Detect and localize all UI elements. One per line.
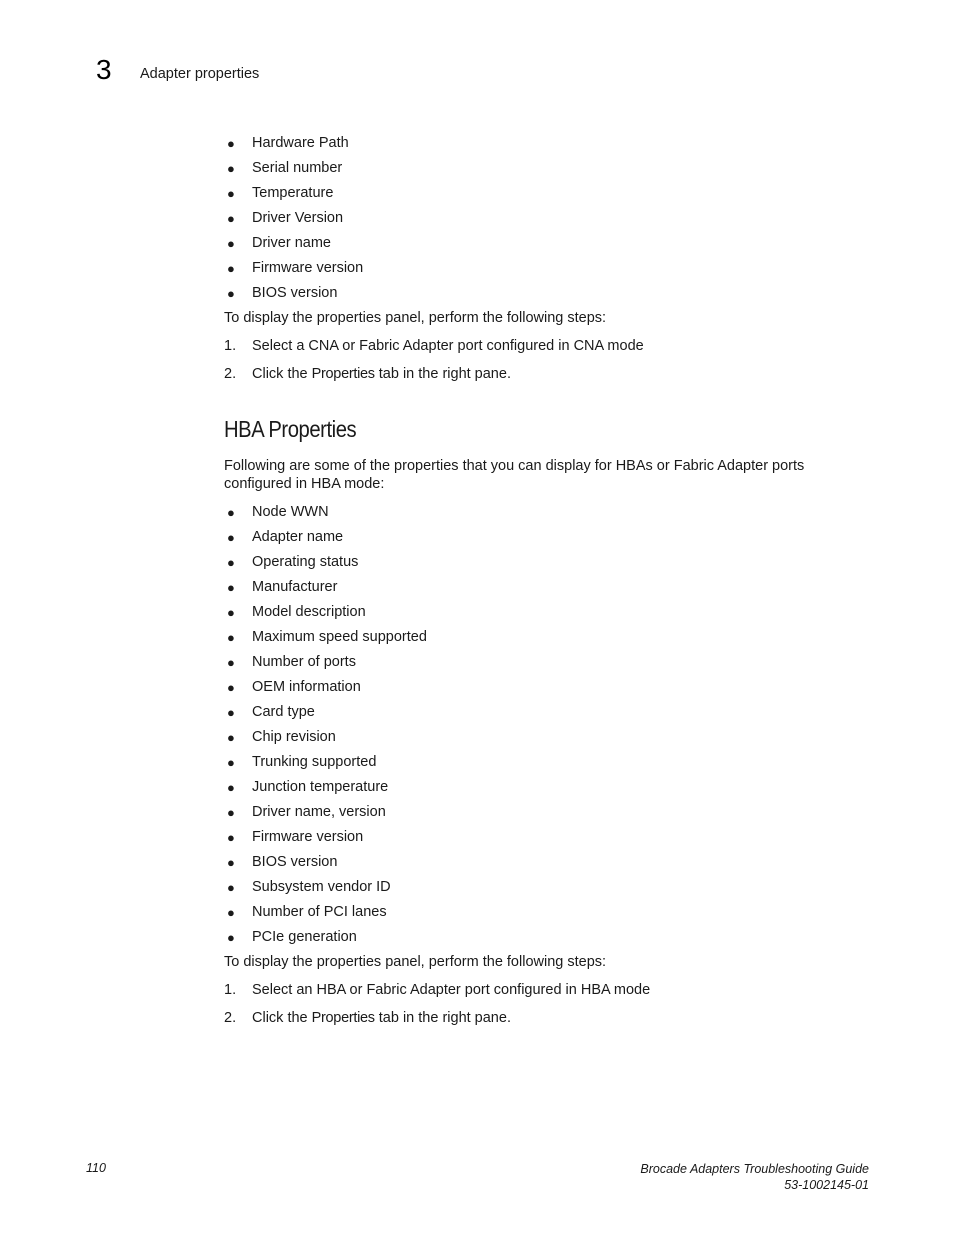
list-item: ● Firmware version xyxy=(227,829,364,845)
guide-title: Brocade Adapters Troubleshooting Guide xyxy=(640,1162,869,1176)
bullet-icon: ● xyxy=(227,580,235,595)
step-text: Select a CNA or Fabric Adapter port configured in CNA mode xyxy=(252,338,644,354)
bullet-icon: ● xyxy=(227,236,235,251)
list-item: ● Firmware version xyxy=(227,260,364,276)
bullet-icon: ● xyxy=(227,555,235,570)
ui-term-properties: Properties xyxy=(311,366,375,382)
step-text: Click the xyxy=(252,1010,312,1026)
bullet-icon: ● xyxy=(227,161,235,176)
list-item: ● Node WWN xyxy=(227,504,329,520)
hba-properties-list xyxy=(224,503,844,953)
bullet-icon: ● xyxy=(227,286,235,301)
section-intro: Following are some of the properties that you can display for HBAs or Fabric Adapter ports configured in HBA mode: xyxy=(224,458,805,492)
chapter-title: Adapter properties xyxy=(140,66,260,82)
list-item: ● Junction temperature xyxy=(227,779,389,795)
step-item xyxy=(224,981,844,1009)
step-item xyxy=(224,1009,844,1037)
hba-steps-list xyxy=(224,981,844,1037)
bullet-icon: ● xyxy=(227,905,235,920)
list-item: ● Driver name, version xyxy=(227,804,386,820)
list-item: ● Card type xyxy=(227,704,315,720)
list-item: ● Chip revision xyxy=(227,729,336,745)
list-item: ● Operating status xyxy=(227,554,359,570)
list-item: ● Model description xyxy=(227,604,366,620)
bullet-icon: ● xyxy=(227,855,235,870)
list-item: ● Adapter name xyxy=(227,529,344,545)
step-number: 1. xyxy=(224,982,237,998)
list-item: ● Trunking supported xyxy=(227,754,377,770)
bullet-icon: ● xyxy=(227,136,235,151)
list-item: ● BIOS version xyxy=(227,285,338,301)
bullet-icon: ● xyxy=(227,680,235,695)
bullet-icon: ● xyxy=(227,655,235,670)
bullet-icon: ● xyxy=(227,186,235,201)
list-item: ● Number of ports xyxy=(227,654,356,670)
doc-number: 53-1002145-01 xyxy=(784,1178,869,1192)
list-item: ● OEM information xyxy=(227,679,361,695)
bullet-icon: ● xyxy=(227,930,235,945)
step-number: 2. xyxy=(224,1010,237,1026)
bullet-icon: ● xyxy=(227,880,235,895)
page-number: 110 xyxy=(86,1161,106,1175)
step-text: Click the xyxy=(252,366,312,382)
section-heading: HBA Properties xyxy=(224,416,357,442)
chapter-number: 3 xyxy=(96,54,112,85)
page-content xyxy=(224,134,844,1037)
steps-intro: To display the properties panel, perform the following steps: xyxy=(224,310,607,326)
step-text: tab in the right pane. xyxy=(374,366,511,382)
bullet-icon: ● xyxy=(227,830,235,845)
list-item: ● Driver name xyxy=(227,235,331,251)
bullet-icon: ● xyxy=(227,805,235,820)
bullet-icon: ● xyxy=(227,780,235,795)
bullet-icon: ● xyxy=(227,630,235,645)
bullet-icon: ● xyxy=(227,730,235,745)
step-text: Select an HBA or Fabric Adapter port configured in HBA mode xyxy=(252,982,651,998)
step-item xyxy=(224,337,844,365)
step-number: 2. xyxy=(224,366,237,382)
list-item: ● BIOS version xyxy=(227,854,338,870)
list-item: ● Driver Version xyxy=(227,210,344,226)
list-item: ● Subsystem vendor ID xyxy=(227,879,391,895)
bullet-icon: ● xyxy=(227,530,235,545)
footer-doc-info xyxy=(640,1161,869,1193)
step-number: 1. xyxy=(224,338,237,354)
bullet-icon: ● xyxy=(227,505,235,520)
step-text: tab in the right pane. xyxy=(374,1010,511,1026)
step-item xyxy=(224,365,844,393)
list-item: ● Maximum speed supported xyxy=(227,629,427,645)
bullet-icon: ● xyxy=(227,261,235,276)
bullet-icon: ● xyxy=(227,755,235,770)
list-item: ● Number of PCI lanes xyxy=(227,904,387,920)
bullet-icon: ● xyxy=(227,705,235,720)
bullet-icon: ● xyxy=(227,605,235,620)
list-item: ● Temperature xyxy=(227,185,334,201)
list-item: ● Serial number xyxy=(227,160,343,176)
list-item: ● Manufacturer xyxy=(227,579,338,595)
bullet-icon: ● xyxy=(227,211,235,226)
list-item: ● PCIe generation xyxy=(227,929,357,945)
steps-intro: To display the properties panel, perform the following steps: xyxy=(224,954,607,970)
list-item: ● Hardware Path xyxy=(227,135,349,151)
cna-steps-list xyxy=(224,337,844,393)
cna-properties-list xyxy=(224,134,844,309)
ui-term-properties: Properties xyxy=(311,1010,375,1026)
